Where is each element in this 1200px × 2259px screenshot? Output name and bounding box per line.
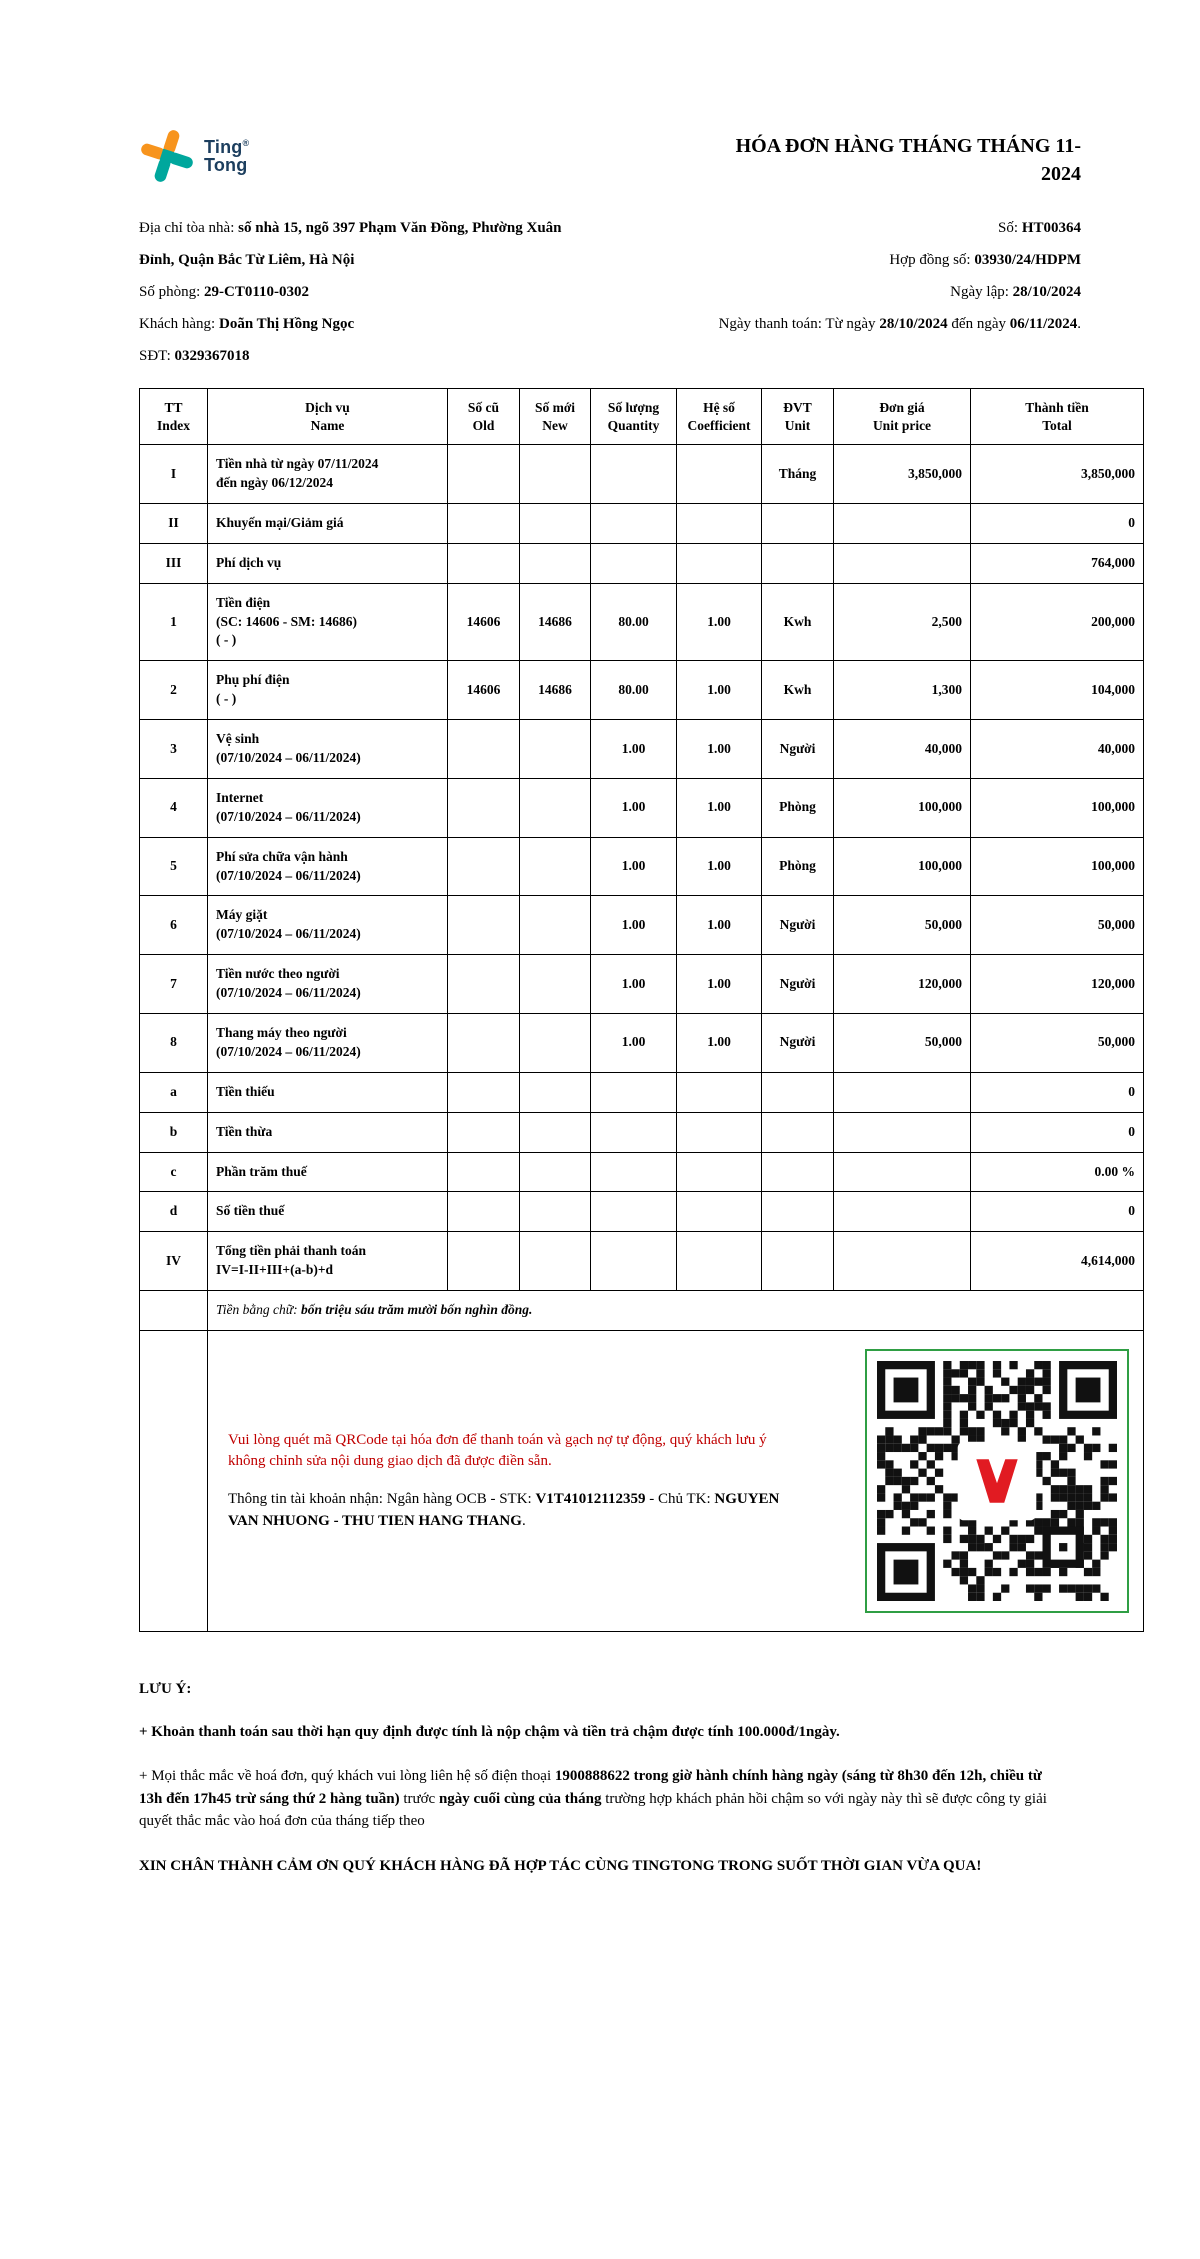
cell-price xyxy=(834,543,971,583)
qr-code-image xyxy=(877,1361,1117,1601)
cell-old xyxy=(448,837,520,896)
cell-index: c xyxy=(140,1152,208,1192)
cell-total: 764,000 xyxy=(971,543,1144,583)
cell-new xyxy=(520,503,591,543)
cell-qty xyxy=(591,1152,677,1192)
cell-index: d xyxy=(140,1192,208,1232)
text-segment: Số phòng: xyxy=(139,284,205,300)
cell-total: 3,850,000 xyxy=(971,445,1144,504)
cell-coef xyxy=(677,445,762,504)
text-segment: NGUYEN VAN NHUONG - THU TIEN HANG THANG xyxy=(228,1491,780,1529)
cell-unit: Kwh xyxy=(762,583,834,661)
text-segment: trường hợp khách phản hồi chậm so với ngày này thì sẽ được công ty giải quyết thắc mắc vào hoá đơn của tháng tiếp theo xyxy=(139,1790,1047,1830)
cell-total: 50,000 xyxy=(971,1014,1144,1073)
info-row xyxy=(139,308,1081,340)
cell-index: 7 xyxy=(140,955,208,1014)
cell-new: 14686 xyxy=(520,661,591,720)
cell-index: 3 xyxy=(140,720,208,779)
cell-coef xyxy=(677,1232,762,1291)
cell-qty: 1.00 xyxy=(591,896,677,955)
cell-coef: 1.00 xyxy=(677,778,762,837)
cell-old xyxy=(448,1232,520,1291)
service-row-II xyxy=(140,503,1144,543)
invoice-header xyxy=(139,128,1081,188)
brand-name-tong: Tong xyxy=(204,155,248,175)
cell-unit: Tháng xyxy=(762,445,834,504)
column-header-new: Số mới New xyxy=(520,389,591,445)
cell-index: IV xyxy=(140,1232,208,1291)
cell-old xyxy=(448,1152,520,1192)
cell-old xyxy=(448,1072,520,1112)
cell-qty xyxy=(591,543,677,583)
text-segment: Đỉnh, Quận Bắc Từ Liêm, Hà Nội xyxy=(139,252,355,268)
payment-date xyxy=(719,308,1081,340)
service-row-III xyxy=(140,543,1144,583)
cell-old xyxy=(448,720,520,779)
cell-unit: Phòng xyxy=(762,778,834,837)
cell-name: Khuyến mại/Giảm giá xyxy=(208,503,448,543)
cell-index: 4 xyxy=(140,778,208,837)
cell-index: II xyxy=(140,503,208,543)
cell-index: 5 xyxy=(140,837,208,896)
service-row-4 xyxy=(140,778,1144,837)
footer-notes xyxy=(139,1678,1057,1877)
cell-price xyxy=(834,1192,971,1232)
service-row-8 xyxy=(140,1014,1144,1073)
cell-coef: 1.00 xyxy=(677,720,762,779)
column-header-name: Dịch vụ Name xyxy=(208,389,448,445)
cell-old: 14606 xyxy=(448,661,520,720)
cell-qty xyxy=(591,1232,677,1291)
cell-total: 0 xyxy=(971,1192,1144,1232)
text-segment: HT00364 xyxy=(1021,220,1081,236)
column-header-unit: ĐVT Unit xyxy=(762,389,834,445)
cell-coef xyxy=(677,1112,762,1152)
cell-coef: 1.00 xyxy=(677,661,762,720)
cell-price: 2,500 xyxy=(834,583,971,661)
cell-name: Tiền nhà từ ngày 07/11/2024 đến ngày 06/12/2024 xyxy=(208,445,448,504)
cell-coef xyxy=(677,503,762,543)
cell-coef: 1.00 xyxy=(677,896,762,955)
cell-new xyxy=(520,1112,591,1152)
text-segment: Khách hàng: xyxy=(139,316,219,332)
cell-total: 100,000 xyxy=(971,778,1144,837)
text-segment: Tiền bằng chữ: xyxy=(216,1302,301,1318)
info-row xyxy=(139,340,1081,372)
cell-new xyxy=(520,778,591,837)
empty-index-cell xyxy=(140,1291,208,1331)
cell-coef: 1.00 xyxy=(677,583,762,661)
service-row-7 xyxy=(140,955,1144,1014)
cell-old xyxy=(448,503,520,543)
invoice-title-line2: 2024 xyxy=(1041,163,1081,185)
hotline-note xyxy=(139,1765,1057,1833)
text-segment: SĐT: xyxy=(139,348,175,364)
text-segment: 0329367018 xyxy=(174,348,250,364)
cell-total: 0 xyxy=(971,1112,1144,1152)
cell-new: 14686 xyxy=(520,583,591,661)
tingtong-mark-icon xyxy=(139,128,195,184)
cell-old xyxy=(448,1014,520,1073)
cell-price xyxy=(834,1072,971,1112)
cell-index: I xyxy=(140,445,208,504)
qr-account-info xyxy=(228,1489,794,1533)
service-row-c xyxy=(140,1152,1144,1192)
cell-index: 1 xyxy=(140,583,208,661)
cell-unit xyxy=(762,1072,834,1112)
cell-qty xyxy=(591,503,677,543)
cell-price: 120,000 xyxy=(834,955,971,1014)
cell-price: 3,850,000 xyxy=(834,445,971,504)
text-segment: . xyxy=(521,1512,526,1529)
info-row xyxy=(139,212,1081,244)
table-header-row xyxy=(140,389,1144,445)
cell-unit xyxy=(762,543,834,583)
brand-name-ting: Ting xyxy=(204,136,243,157)
invoice-title xyxy=(736,132,1081,188)
room-number xyxy=(139,276,309,308)
text-segment: Địa chỉ tòa nhà: xyxy=(139,220,239,236)
service-row-2 xyxy=(140,661,1144,720)
cell-total: 0 xyxy=(971,503,1144,543)
qr-payment-text xyxy=(228,1430,794,1533)
invoice-info-section xyxy=(139,212,1081,372)
text-segment: ngày cuối cùng của tháng xyxy=(438,1790,602,1807)
service-row-a xyxy=(140,1072,1144,1112)
text-segment: số nhà 15, ngõ 397 Phạm Văn Đồng, Phường Xuân xyxy=(238,220,562,236)
cell-new xyxy=(520,1232,591,1291)
text-segment: 1900888622 trong giờ hành chính hàng ngày (sáng từ 8h30 đến 12h, chiều từ 13h đến 17h45 trừ sáng thứ 2 hàng tuần) xyxy=(139,1768,1042,1807)
text-segment: Ngày lập: xyxy=(950,284,1013,300)
text-segment: . xyxy=(1077,316,1081,332)
cell-old xyxy=(448,955,520,1014)
cell-qty: 1.00 xyxy=(591,837,677,896)
cell-index: a xyxy=(140,1072,208,1112)
service-row-5 xyxy=(140,837,1144,896)
cell-index: b xyxy=(140,1112,208,1152)
table-body xyxy=(140,445,1144,1291)
cell-unit: Phòng xyxy=(762,837,834,896)
cell-coef: 1.00 xyxy=(677,1014,762,1073)
text-segment: Hợp đồng số: xyxy=(889,252,975,268)
cell-qty xyxy=(591,445,677,504)
cell-unit: Người xyxy=(762,896,834,955)
service-row-b xyxy=(140,1112,1144,1152)
building-address-line2 xyxy=(139,244,354,276)
issue-date xyxy=(950,276,1081,308)
cell-qty: 1.00 xyxy=(591,720,677,779)
empty-index-cell xyxy=(140,1331,208,1632)
cell-new xyxy=(520,896,591,955)
cell-name: Máy giặt (07/10/2024 – 06/11/2024) xyxy=(208,896,448,955)
cell-new xyxy=(520,1014,591,1073)
column-header-index: TT Index xyxy=(140,389,208,445)
contract-number xyxy=(889,244,1081,276)
cell-price xyxy=(834,1232,971,1291)
cell-total: 200,000 xyxy=(971,583,1144,661)
cell-total: 4,614,000 xyxy=(971,1232,1144,1291)
cell-name: Số tiền thuế xyxy=(208,1192,448,1232)
text-segment: trước xyxy=(399,1790,439,1807)
cell-name: Phụ phí điện ( - ) xyxy=(208,661,448,720)
qr-payment-notice: Vui lòng quét mã QRCode tại hóa đơn để thanh toán và gạch nợ tự động, quý khách lưu ý không chỉnh sửa nội dung giao dịch đã được điền sẵn. xyxy=(228,1431,767,1470)
column-header-quantity: Số lượng Quantity xyxy=(591,389,677,445)
cell-total: 104,000 xyxy=(971,661,1144,720)
text-segment: V1T41012112359 xyxy=(535,1491,646,1508)
cell-name: Thang máy theo người (07/10/2024 – 06/11/2024) xyxy=(208,1014,448,1073)
late-payment-note xyxy=(139,1721,1057,1744)
text-segment: 28/10/2024 xyxy=(1012,284,1081,300)
notes-heading: LƯU Ý: xyxy=(139,1681,192,1698)
cell-name: Phí dịch vụ xyxy=(208,543,448,583)
cell-old xyxy=(448,1192,520,1232)
column-header-unit_price: Đơn giá Unit price xyxy=(834,389,971,445)
cell-total: 40,000 xyxy=(971,720,1144,779)
phone-number xyxy=(139,340,250,372)
cell-old xyxy=(448,896,520,955)
text-segment: - Chủ TK: xyxy=(645,1491,715,1508)
cell-total: 0 xyxy=(971,1072,1144,1112)
customer-name xyxy=(139,308,354,340)
qr-info-row xyxy=(140,1331,1144,1632)
cell-total: 100,000 xyxy=(971,837,1144,896)
text-segment: 06/11/2024 xyxy=(1009,316,1078,332)
cell-new xyxy=(520,1152,591,1192)
text-segment: XIN CHÂN THÀNH CẢM ƠN QUÝ KHÁCH HÀNG ĐÃ HỢP TÁC CÙNG TINGTONG TRONG SUỐT THỜI GIAN VỪA QUA! xyxy=(139,1857,982,1874)
cell-new xyxy=(520,445,591,504)
cell-new xyxy=(520,955,591,1014)
cell-unit: Người xyxy=(762,955,834,1014)
cell-new xyxy=(520,1192,591,1232)
info-row xyxy=(139,276,1081,308)
service-row-3 xyxy=(140,720,1144,779)
cell-qty: 1.00 xyxy=(591,1014,677,1073)
cell-price: 50,000 xyxy=(834,1014,971,1073)
service-row-d xyxy=(140,1192,1144,1232)
cell-name: Tổng tiền phải thanh toán IV=I-II+III+(a-b)+d xyxy=(208,1232,448,1291)
cell-unit xyxy=(762,1112,834,1152)
amount-in-words-row xyxy=(140,1291,1144,1331)
cell-unit xyxy=(762,1232,834,1291)
cell-qty: 80.00 xyxy=(591,661,677,720)
cell-total: 50,000 xyxy=(971,896,1144,955)
cell-total: 120,000 xyxy=(971,955,1144,1014)
text-segment: 29-CT0110-0302 xyxy=(204,284,310,300)
invoice-number xyxy=(998,212,1081,244)
thanks-note xyxy=(139,1855,1057,1878)
cell-name: Tiền điện (SC: 14606 - SM: 14686) ( - ) xyxy=(208,583,448,661)
cell-name: Tiền thiếu xyxy=(208,1072,448,1112)
cell-index: 2 xyxy=(140,661,208,720)
cell-qty xyxy=(591,1072,677,1112)
cell-coef xyxy=(677,1152,762,1192)
cell-coef: 1.00 xyxy=(677,837,762,896)
table-footer-rows xyxy=(140,1291,1144,1632)
cell-price: 50,000 xyxy=(834,896,971,955)
text-segment: + Mọi thắc mắc về hoá đơn, quý khách vui lòng liên hệ số điện thoại xyxy=(139,1768,555,1785)
cell-qty: 80.00 xyxy=(591,583,677,661)
cell-old xyxy=(448,1112,520,1152)
cell-unit: Kwh xyxy=(762,661,834,720)
cell-total: 0.00 % xyxy=(971,1152,1144,1192)
registered-mark: ® xyxy=(242,137,250,148)
cell-coef xyxy=(677,1192,762,1232)
cell-coef xyxy=(677,543,762,583)
qr-payment-cell xyxy=(208,1331,1144,1632)
cell-name: Vệ sinh (07/10/2024 – 06/11/2024) xyxy=(208,720,448,779)
text-segment: Doãn Thị Hồng Ngọc xyxy=(218,316,355,332)
cell-old xyxy=(448,543,520,583)
cell-price: 1,300 xyxy=(834,661,971,720)
cell-new xyxy=(520,837,591,896)
cell-index: III xyxy=(140,543,208,583)
cell-price: 40,000 xyxy=(834,720,971,779)
text-segment: 03930/24/HDPM xyxy=(974,252,1081,268)
cell-new xyxy=(520,720,591,779)
text-segment: + Khoản thanh toán sau thời hạn quy định được tính là nộp chậm và tiền trả chậm được tính 100.000đ/1ngày. xyxy=(139,1723,840,1740)
invoice-title-line1: HÓA ĐƠN HÀNG THÁNG THÁNG 11- xyxy=(735,135,1081,157)
info-row xyxy=(139,244,1081,276)
cell-price xyxy=(834,1152,971,1192)
cell-qty: 1.00 xyxy=(591,955,677,1014)
cell-old xyxy=(448,445,520,504)
cell-name: Phí sửa chữa vận hành (07/10/2024 – 06/11/2024) xyxy=(208,837,448,896)
cell-unit: Người xyxy=(762,1014,834,1073)
cell-old xyxy=(448,778,520,837)
amount-in-words xyxy=(208,1291,1144,1331)
cell-name: Tiền nước theo người (07/10/2024 – 06/11/2024) xyxy=(208,955,448,1014)
cell-price: 100,000 xyxy=(834,837,971,896)
brand-wordmark xyxy=(204,138,249,175)
column-header-old: Số cũ Old xyxy=(448,389,520,445)
cell-qty: 1.00 xyxy=(591,778,677,837)
cell-name: Phần trăm thuế xyxy=(208,1152,448,1192)
text-segment: đến ngày xyxy=(947,316,1010,332)
cell-coef xyxy=(677,1072,762,1112)
column-header-total: Thành tiền Total xyxy=(971,389,1144,445)
invoice-table xyxy=(139,388,1144,1632)
cell-price xyxy=(834,503,971,543)
service-row-IV xyxy=(140,1232,1144,1291)
text-segment: Ngày thanh toán: Từ ngày xyxy=(718,316,880,332)
cell-price: 100,000 xyxy=(834,778,971,837)
cell-index: 8 xyxy=(140,1014,208,1073)
text-segment: 28/10/2024 xyxy=(879,316,948,332)
cell-price xyxy=(834,1112,971,1152)
text-segment: Thông tin tài khoản nhận: Ngân hàng OCB - STK: xyxy=(228,1491,536,1508)
cell-unit xyxy=(762,1152,834,1192)
cell-new xyxy=(520,1072,591,1112)
building-address-line1 xyxy=(139,212,562,244)
service-row-6 xyxy=(140,896,1144,955)
cell-old: 14606 xyxy=(448,583,520,661)
cell-unit: Người xyxy=(762,720,834,779)
cell-qty xyxy=(591,1192,677,1232)
cell-new xyxy=(520,543,591,583)
text-segment: bốn triệu sáu trăm mười bốn nghìn đồng. xyxy=(300,1302,533,1318)
cell-qty xyxy=(591,1112,677,1152)
cell-coef: 1.00 xyxy=(677,955,762,1014)
brand-logo xyxy=(139,128,249,184)
column-header-coefficient: Hệ số Coefficient xyxy=(677,389,762,445)
cell-unit xyxy=(762,503,834,543)
service-row-I xyxy=(140,445,1144,504)
cell-name: Tiền thừa xyxy=(208,1112,448,1152)
text-segment: Số: xyxy=(998,220,1022,236)
qr-code xyxy=(865,1349,1129,1613)
service-row-1 xyxy=(140,583,1144,661)
cell-index: 6 xyxy=(140,896,208,955)
cell-unit xyxy=(762,1192,834,1232)
cell-name: Internet (07/10/2024 – 06/11/2024) xyxy=(208,778,448,837)
